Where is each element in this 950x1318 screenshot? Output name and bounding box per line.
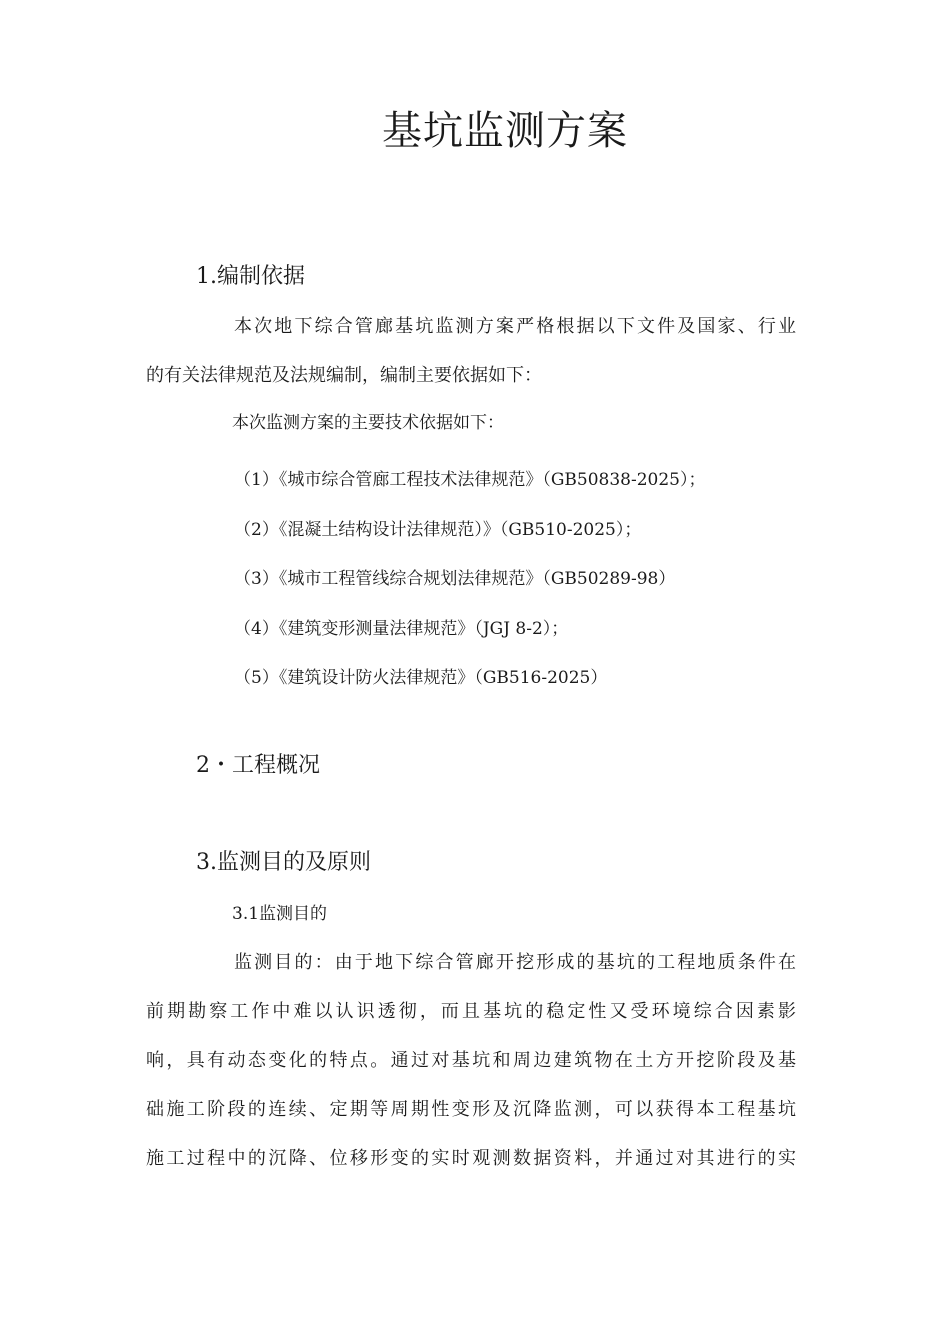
intro-line-2: 的有关法律规范及法规编制，编制主要依据如下： [146,365,542,386]
section-2-heading: 2・工程概况 [196,753,320,778]
section-3-1-paragraph [146,938,796,1183]
reference-item: （1）《城市综合管廊工程技术法律规范》（GB50838-2025）； [234,470,706,490]
paragraph-line: 监测目的：由于地下综合管廊开挖形成的基坑的工程地质条件在 [234,952,796,973]
reference-item: （5）《建筑设计防火法律规范》（GB516-2025） [234,668,608,688]
tech-basis-text: 本次监测方案的主要技术依据如下： [232,413,504,433]
paragraph-line: 础施工阶段的连续、定期等周期性变形及沉降监测，可以获得本工程基坑 [146,1099,796,1120]
intro-line-1: 本次地下综合管廊基坑监测方案严格根据以下文件及国家、行业 [234,316,796,337]
reference-item: （4）《建筑变形测量法律规范》（JGJ 8-2）； [234,618,569,639]
paragraph-line: 施工过程中的沉降、位移形变的实时观测数据资料，并通过对其进行的实 [146,1148,796,1169]
paragraph-line: 前期勘察工作中难以认识透彻，而且基坑的稳定性又受环境综合因素影 [146,1001,796,1022]
section-1-heading: 1.编制依据 [196,264,305,289]
section-3-heading: 3.监测目的及原则 [196,850,371,875]
reference-list [234,456,705,704]
section-1-intro [146,302,796,400]
paragraph-line: 响，具有动态变化的特点。通过对基坑和周边建筑物在土方开挖阶段及基 [146,1050,796,1071]
section-3-1-heading: 3.1监测目的 [232,904,328,924]
reference-item: （3）《城市工程管线综合规划法律规范》（GB50289-98） [234,569,676,589]
document-title: 基坑监测方案 [382,108,628,154]
reference-item: （2）《混凝土结构设计法律规范）》（GB510-2025）； [234,519,642,540]
